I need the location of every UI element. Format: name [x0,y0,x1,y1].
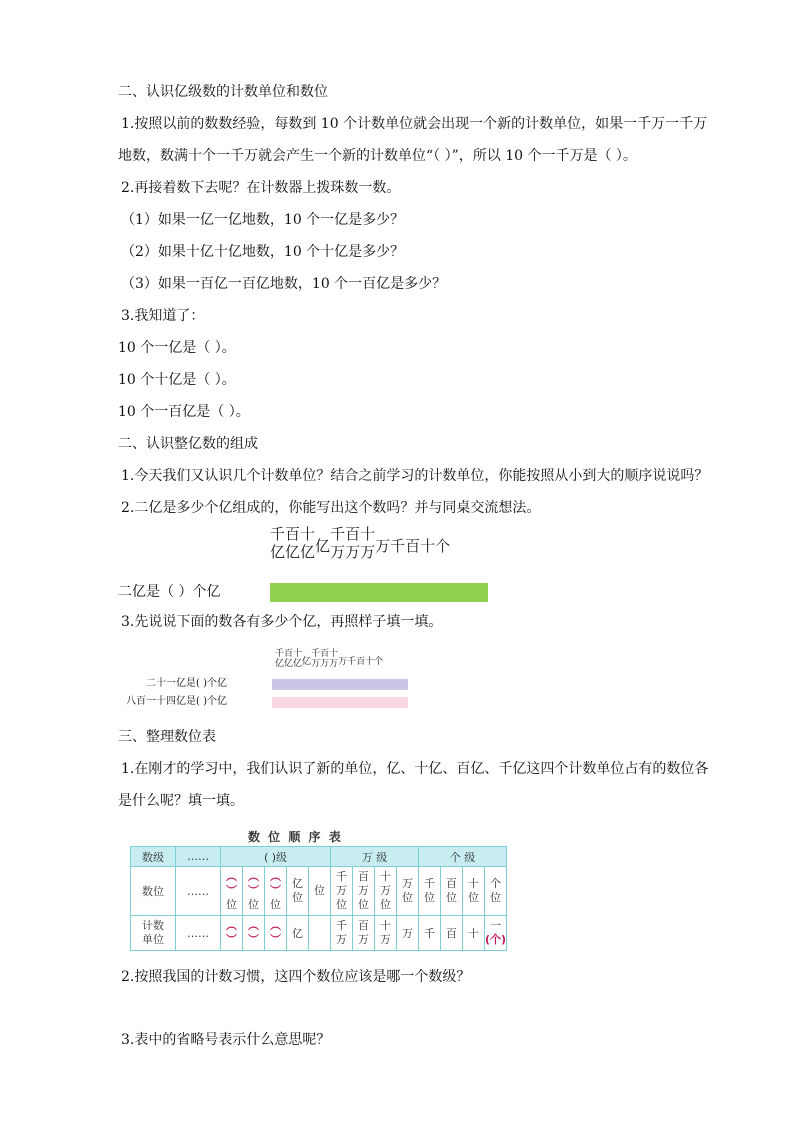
para-4: 1.今天我们又认识几个计数单位？结合之前学习的计数单位，你能按照从小到大的顺序说说吗？ [121,468,709,484]
counter-labels-large-single-b3: 十 [420,537,436,555]
counter-labels-small-stack-a0: 千 亿 [275,649,285,669]
cell-qw-unit: 千 万 [331,916,353,951]
cell-sw-place: 十 万 位 [375,867,397,916]
counter-labels-small-single-b0: 万 [338,657,348,667]
question-3: （3）如果一百亿一百亿地数，10 个一百亿是多少？ [121,276,447,292]
bar-large [270,583,488,602]
para-8: 2.按照我国的计数习惯，这四个数位应该是哪一个数级？ [121,969,471,985]
counter-labels-small [275,649,383,669]
counter-labels-small-single-b4: 个 [374,657,384,667]
hdr-yi-level: ( )级 [221,847,331,867]
counter-labels-small-stack-b1: 百 万 [320,649,330,669]
cell-yi-place: 亿 位 [287,867,309,916]
cell-unit-empty [309,916,331,951]
row3-dots: …… [176,916,221,951]
counter-labels-large-stack-b2: 十 万 [360,525,376,561]
counter-labels-large-stack-a1: 百 亿 [285,525,301,561]
hdr-wan-level: 万 级 [331,847,419,867]
counter-labels-large-stack-a0: 千 亿 [270,525,286,561]
counter-labels-small-stack-b2: 十 万 [329,649,339,669]
counter-labels-small-stack-b0: 千 万 [311,649,321,669]
hdr-label: 数级 [131,847,176,867]
place-value-table [130,846,507,951]
counter-labels-small-single-b1: 千 [347,657,357,667]
cell-g-place: 个 位 [485,867,507,916]
cell-w-unit: 万 [397,916,419,951]
para-5: 2.二亿是多少个亿组成的，你能写出这个数吗？并与同桌交流想法。 [121,500,541,516]
para-2: 2.再接着数下去呢？在计数器上拨珠数一数。 [121,180,401,196]
blank-place-1[interactable]: ︵ ︶ 位 [221,867,243,916]
fill-erYi: 二亿是（ ）个亿 [118,584,221,600]
para-9: 3.表中的省略号表示什么意思呢？ [121,1032,331,1048]
counter-labels-large-single-b2: 百 [405,537,421,555]
blank-place-3[interactable]: ︵ ︶ 位 [265,867,287,916]
para-1a: 1.按照以前的数数经验，每数到 10 个计数单位就会出现一个新的计数单位，如果一千万一千万 [121,116,708,132]
answer-2: 10 个十亿是（ ）。 [118,372,236,388]
counter-labels-small-single-a: 亿 [302,657,312,667]
blank-unit-3[interactable]: ︵ ︶ [265,916,287,951]
counter-labels-large-single-b1: 千 [390,537,406,555]
cell-q-place: 千 位 [419,867,441,916]
cell-b-unit: 百 [441,916,463,951]
fill-814yi: 八百一十四亿是( )个亿 [126,696,227,707]
bar-small-1 [272,679,408,690]
para-3: 3.我知道了： [121,308,205,324]
counter-labels-large-single-b4: 个 [435,537,451,555]
section-title-3: 三、整理数位表 [118,729,216,745]
counter-labels-small-stack-a2: 十 亿 [293,649,303,669]
section-title-1: 二、认识亿级数的计数单位和数位 [118,84,328,100]
question-1: （1）如果一亿一亿地数，10 个一亿是多少？ [121,212,405,228]
cell-s-place: 十 位 [463,867,485,916]
cell-s-unit: 十 [463,916,485,951]
row2-dots: …… [176,867,221,916]
table-title: 数 位 顺 序 表 [248,830,343,844]
question-2: （2）如果十亿十亿地数，10 个十亿是多少？ [121,244,405,260]
cell-g-unit: 一 (个) [485,916,507,951]
counter-labels-small-single-b3: 十 [365,657,375,667]
blank-place-2[interactable]: ︵ ︶ 位 [243,867,265,916]
answer-3: 10 个一百亿是（ ）。 [118,404,250,420]
counter-labels-large-stack-b1: 百 万 [345,525,361,561]
hdr-dots: …… [176,847,221,867]
para-7a: 1.在刚才的学习中，我们认识了新的单位，亿、十亿、百亿、千亿这四个计数单位占有的数位各 [121,761,709,777]
counter-labels-large-single-a: 亿 [315,537,331,555]
counter-labels-large-single-b0: 万 [375,537,391,555]
cell-bw-place: 百 万 位 [353,867,375,916]
counter-labels-small-stack-a1: 百 亿 [284,649,294,669]
blank-unit-1[interactable]: ︵ ︶ [221,916,243,951]
fill-21yi: 二十一亿是( )个亿 [146,678,227,689]
para-7b: 是什么呢？填一填。 [118,793,244,809]
counter-labels-small-single-b2: 百 [356,657,366,667]
counter-labels-large [270,525,450,561]
cell-sw-unit: 十 万 [375,916,397,951]
counter-labels-large-stack-a2: 十 亿 [300,525,316,561]
row-label-place: 数位 [131,867,176,916]
cell-q-unit: 千 [419,916,441,951]
counter-labels-large-stack-b0: 千 万 [330,525,346,561]
cell-qw-place: 千 万 位 [331,867,353,916]
row-label-unit: 计数 单位 [131,916,176,951]
para-6: 3.先说说下面的数各有多少个亿，再照样子填一填。 [121,614,443,630]
cell-w-place: 万 位 [397,867,419,916]
answer-1: 10 个一亿是（ ）。 [118,340,236,356]
cell-b-place: 百 位 [441,867,463,916]
cell-bw-unit: 百 万 [353,916,375,951]
cell-place-0: 位 [309,867,331,916]
cell-yi-unit: 亿 [287,916,309,951]
bar-small-2 [272,697,408,708]
hdr-ge-level: 个 级 [419,847,507,867]
blank-unit-2[interactable]: ︵ ︶ [243,916,265,951]
section-title-2: 二、认识整亿数的组成 [118,436,258,452]
para-1b: 地数，数满十个一千万就会产生一个新的计数单位“（ ）”，所以 10 个一千万是（ ）。 [118,148,637,164]
